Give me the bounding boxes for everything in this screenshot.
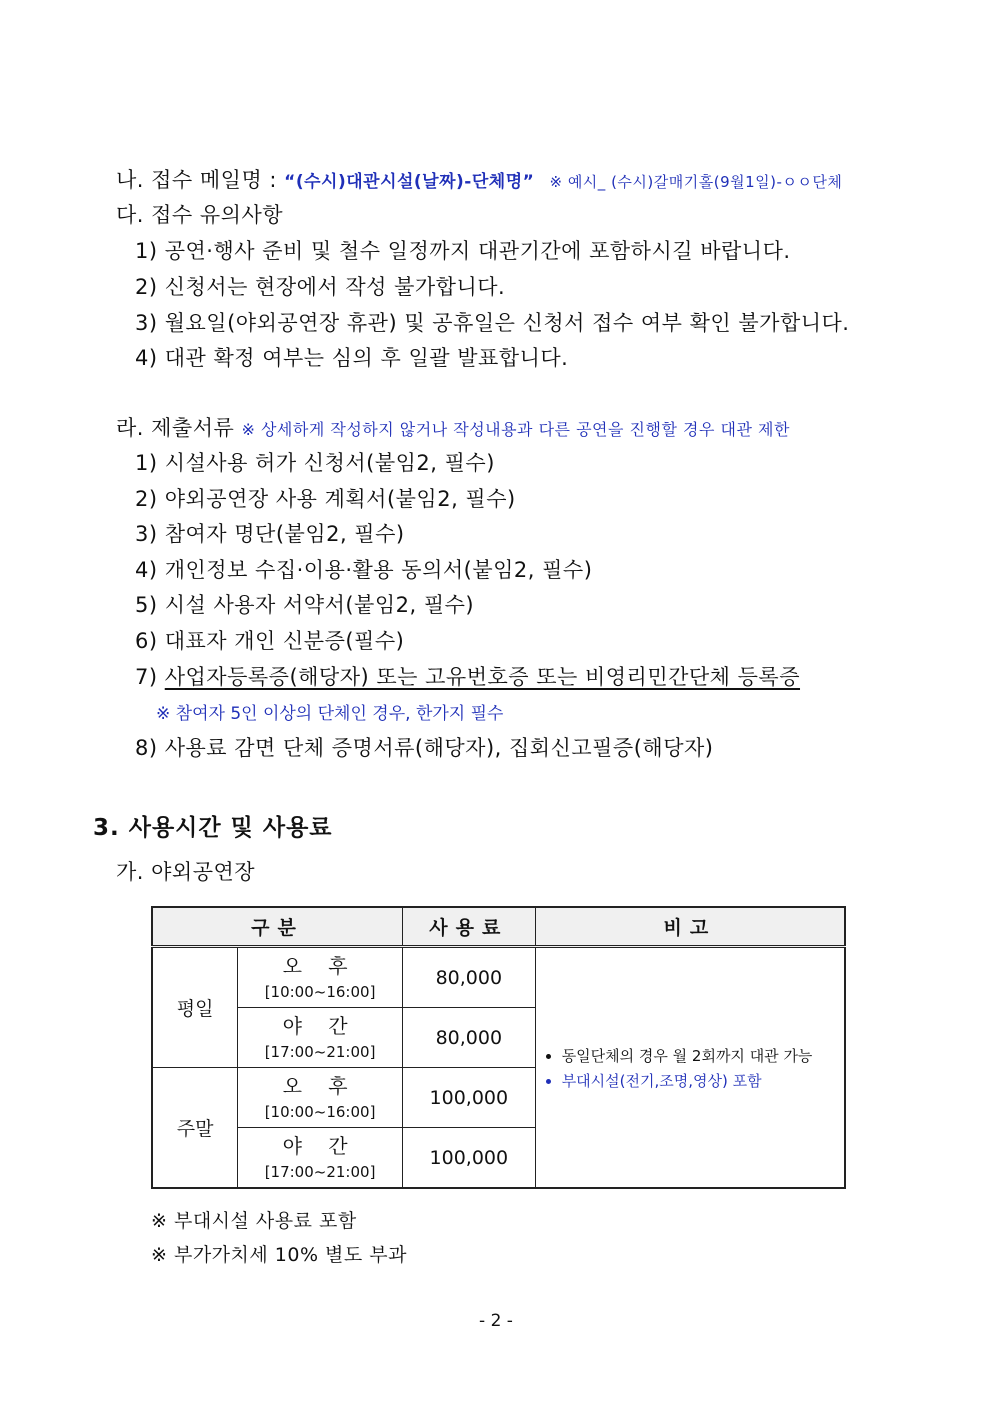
document-item-7-note: ※ 참여자 5인 이상의 단체인 경우, 한가지 필수 bbox=[156, 704, 504, 724]
remark-cell bbox=[535, 947, 845, 1189]
document-item-3: 3) 참여자 명단(붙임2, 필수) bbox=[135, 522, 405, 546]
slot-time: [17:00~21:00] bbox=[264, 1162, 376, 1181]
notice-item-2: 2) 신청서는 현장에서 작성 불가합니다. bbox=[135, 275, 506, 299]
fee-cell: 80,000 bbox=[402, 947, 535, 1008]
documents-note: ※ 상세하게 작성하지 않거나 작성내용과 다른 공연을 진행할 경우 대관 제한 bbox=[241, 420, 790, 439]
mail-name-example: ※ 예시_ (수시)갈매기홀(9월1일)-ㅇㅇ단체 bbox=[549, 173, 843, 191]
mail-name-line bbox=[116, 164, 842, 194]
weekend-cell: 주말 bbox=[152, 1068, 238, 1189]
mail-name-label: 나. 접수 메일명 : bbox=[116, 168, 285, 192]
document-item-2: 2) 야외공연장 사용 계획서(붙임2, 필수) bbox=[135, 487, 516, 511]
footnote-1: ※ 부대시설 사용료 포함 bbox=[151, 1210, 357, 1232]
document-item-7 bbox=[135, 661, 800, 691]
slot-time: [17:00~21:00] bbox=[264, 1042, 376, 1061]
document-item-1: 1) 시설사용 허가 신청서(붙임2, 필수) bbox=[135, 451, 495, 475]
notice-item-4: 4) 대관 확정 여부는 심의 후 일괄 발표합니다. bbox=[135, 346, 569, 370]
slot-time: [10:00~16:00] bbox=[264, 982, 376, 1001]
notice-item-3: 3) 월요일(야외공연장 휴관) 및 공휴일은 신청서 접수 여부 확인 불가합니다. bbox=[135, 311, 850, 335]
footnote-2: ※ 부가가치세 10% 별도 부과 bbox=[151, 1244, 407, 1266]
slot-cell bbox=[238, 1128, 403, 1189]
page-number: - 2 - bbox=[479, 1311, 513, 1331]
document-item-7-number: 7) bbox=[135, 665, 165, 689]
header-category: 구분 bbox=[152, 907, 402, 947]
documents-title: 라. 제출서류 bbox=[116, 416, 235, 440]
document-item-8: 8) 사용료 감면 단체 증명서류(해당자), 집회신고필증(해당자) bbox=[135, 736, 714, 760]
slot-cell bbox=[238, 1068, 403, 1128]
document-item-7-text: 사업자등록증(해당자) 또는 고유번호증 또는 비영리민간단체 등록증 bbox=[164, 665, 801, 689]
section-3-title: 3. 사용시간 및 사용료 bbox=[93, 815, 333, 841]
slot-label: 오 후 bbox=[282, 1073, 358, 1098]
slot-label: 오 후 bbox=[282, 953, 358, 978]
header-fee: 사용료 bbox=[402, 907, 535, 947]
table-row bbox=[152, 947, 845, 1008]
slot-label: 야 간 bbox=[282, 1133, 358, 1158]
fee-table-header bbox=[152, 907, 845, 947]
fee-table bbox=[151, 906, 846, 1189]
documents-title-line bbox=[116, 412, 790, 442]
weekday-cell: 평일 bbox=[152, 947, 238, 1068]
document-item-4: 4) 개인정보 수집·이용·활용 동의서(붙임2, 필수) bbox=[135, 558, 593, 582]
document-item-5: 5) 시설 사용자 서약서(붙임2, 필수) bbox=[135, 593, 475, 617]
slot-cell bbox=[238, 947, 403, 1008]
notice-item-1: 1) 공연·행사 준비 및 철수 일정까지 대관기간에 포함하시길 바랍니다. bbox=[135, 239, 791, 263]
slot-label: 야 간 bbox=[282, 1013, 358, 1038]
slot-cell bbox=[238, 1008, 403, 1068]
fee-cell: 80,000 bbox=[402, 1008, 535, 1068]
mail-name-format: “(수시)대관시설(날짜)-단체명” bbox=[284, 172, 535, 192]
section-3-subtitle: 가. 야외공연장 bbox=[116, 860, 256, 884]
notice-title: 다. 접수 유의사항 bbox=[116, 203, 284, 227]
slot-time: [10:00~16:00] bbox=[264, 1102, 376, 1121]
remark-item-1: • 동일단체의 경우 월 2회까지 대관 가능 bbox=[562, 1045, 844, 1066]
header-remark: 비고 bbox=[535, 907, 845, 947]
fee-cell: 100,000 bbox=[402, 1068, 535, 1128]
document-item-6: 6) 대표자 개인 신분증(필수) bbox=[135, 629, 405, 653]
fee-cell: 100,000 bbox=[402, 1128, 535, 1189]
remark-item-2: • 부대시설(전기,조명,영상) 포함 bbox=[562, 1070, 844, 1091]
